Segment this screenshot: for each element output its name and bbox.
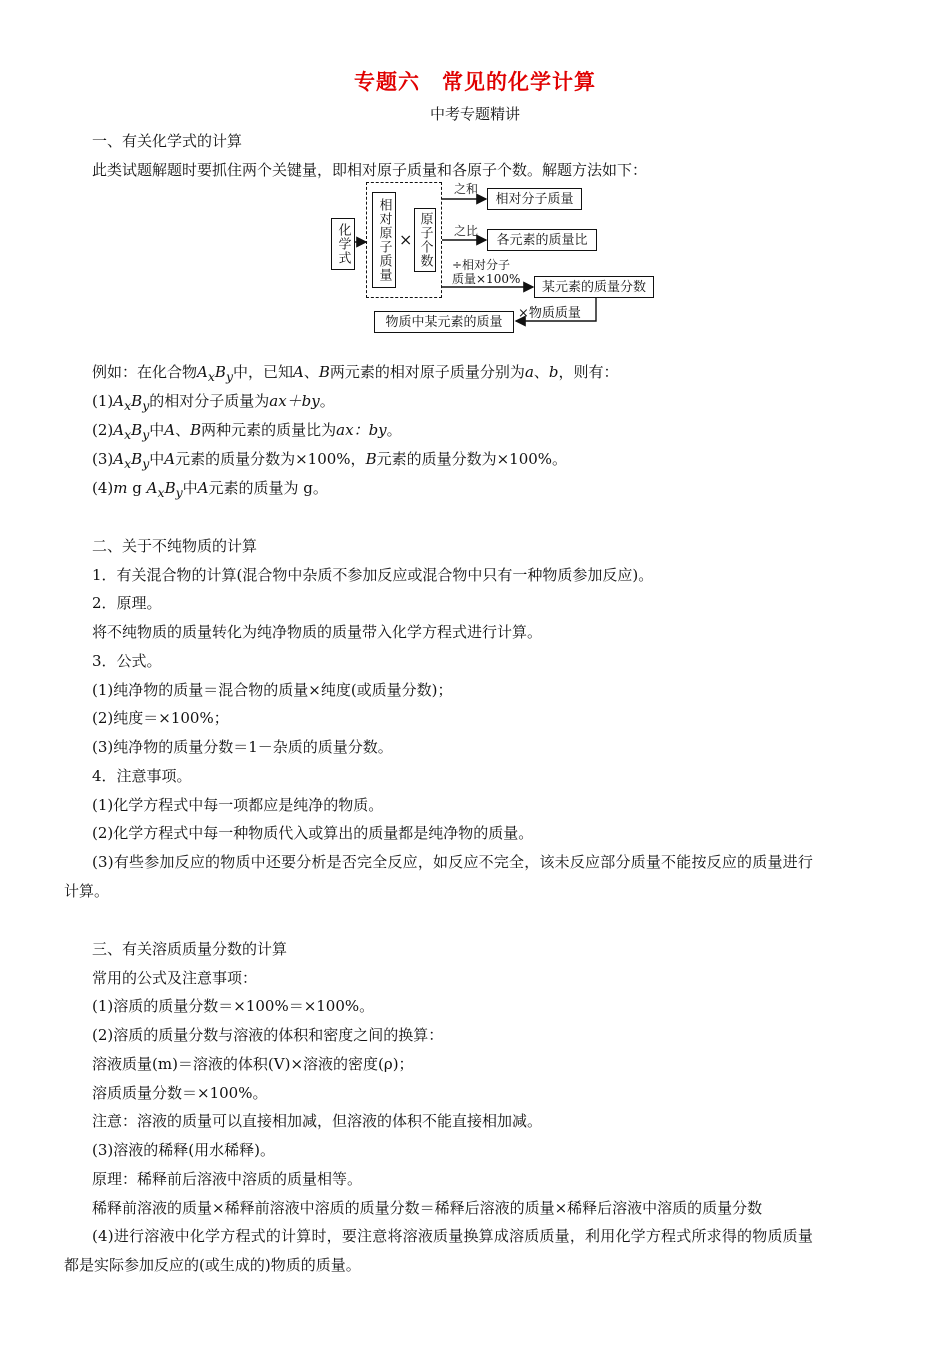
section2-line: 4．注意事项。 — [92, 767, 192, 785]
var-b: b — [548, 363, 559, 381]
formula-box: 化学式 — [331, 218, 355, 270]
section2-line: (2)纯度＝×100%； — [92, 709, 229, 727]
item-expression: ax：by — [336, 421, 387, 439]
divide-label-1: ÷相对分子 — [452, 258, 511, 272]
item-prefix: (1) — [92, 392, 114, 410]
item-prefix: (2) — [92, 421, 114, 439]
element-mass-box: 物质中某元素的质量 — [374, 311, 514, 333]
example-text-2: 中，已知 — [233, 363, 294, 381]
item-text: 中 — [149, 450, 165, 468]
var-A: A — [113, 450, 125, 468]
item-text: 元素的质量分数为×100%， — [175, 450, 366, 468]
formula-calculation-diagram — [326, 180, 666, 340]
section1-intro: 此类试题解题时要抓住两个关键量，即相对原子质量和各原子个数。解题方法如下： — [92, 161, 648, 179]
item-3 — [92, 449, 567, 474]
item-expression: ax＋by — [269, 392, 320, 410]
example-text-4: ，则有： — [558, 363, 619, 381]
unit-g: g — [132, 479, 142, 497]
item-text: 的相对分子质量为 — [149, 392, 270, 410]
ratio-label: 之比 — [454, 224, 479, 238]
molecular-mass-box: 相对分子质量 — [487, 188, 582, 210]
item-end: 元素的质量为 g。 — [208, 479, 328, 497]
example-text-1: 例如：在化合物 — [92, 363, 198, 381]
item-4 — [92, 478, 328, 503]
multiply-label: ×物质质量 — [518, 306, 581, 321]
section3-line: (2)溶质的质量分数与溶液的体积和密度之间的换算： — [92, 1026, 444, 1044]
item-text: 元素的质量分数为×100%。 — [376, 450, 568, 468]
var-A: A — [197, 363, 208, 381]
var-B: B — [318, 363, 330, 381]
section3-line: (1)溶质的质量分数＝×100%＝×100%。 — [92, 997, 375, 1015]
item-text: 中 — [182, 479, 198, 497]
sum-label: 之和 — [454, 182, 479, 196]
section1-heading: 一、有关化学式的计算 — [92, 132, 243, 150]
var-B: B — [214, 363, 226, 381]
mass-fraction-box: 某元素的质量分数 — [534, 276, 654, 298]
section3-line: 原理：稀释前后溶液中溶质的质量相等。 — [92, 1170, 363, 1188]
section2-line: (3)有些参加反应的物质中还要分析是否完全反应，如反应不完全，该未反应部分质量不能按反应的质量进行 — [92, 853, 814, 871]
item-1 — [92, 391, 335, 416]
var-x: x — [207, 369, 215, 384]
separator: 、 — [175, 421, 191, 439]
var-A: A — [197, 479, 209, 497]
divide-label-2: 质量×100% — [452, 272, 521, 286]
var-x: x — [157, 485, 165, 500]
separator: 、 — [303, 363, 319, 381]
section2-line: (1)化学方程式中每一项都应是纯净的物质。 — [92, 796, 384, 814]
section2-line: (3)纯净物的质量分数＝1－杂质的质量分数。 — [92, 738, 393, 756]
section3-line: (3)溶液的稀释(用水稀释)。 — [92, 1141, 275, 1159]
var-A: A — [164, 450, 176, 468]
var-x: x — [124, 427, 132, 442]
page-subtitle: 中考专题精讲 — [429, 105, 520, 123]
separator: 、 — [533, 363, 549, 381]
var-B: B — [131, 421, 143, 439]
section3-heading: 三、有关溶质质量分数的计算 — [92, 940, 288, 958]
item-text: 两种元素的质量比为 — [201, 421, 337, 439]
item-2 — [92, 420, 402, 445]
section3-line: 溶液质量(m)＝溶液的体积(V)×溶液的密度(ρ)； — [92, 1055, 414, 1073]
section2-line: 1．有关混合物的计算(混合物中杂质不参加反应或混合物中只有一种物质参加反应)。 — [92, 566, 654, 584]
section2-line: (2)化学方程式中每一种物质代入或算出的质量都是纯净物的质量。 — [92, 824, 534, 842]
var-y: y — [142, 456, 150, 471]
var-A: A — [293, 363, 304, 381]
var-y: y — [142, 427, 150, 442]
item-end: 。 — [319, 392, 335, 410]
section3-line: 注意：溶液的质量可以直接相加减，但溶液的体积不能直接相加减。 — [92, 1112, 543, 1130]
var-B: B — [131, 392, 143, 410]
atom-count-box: 原子个数 — [414, 208, 436, 272]
var-B: B — [164, 479, 176, 497]
section3-line: (4)进行溶液中化学方程式的计算时，要注意将溶液质量换算成溶质质量，利用化学方程式所求得的物质质量 — [92, 1227, 814, 1245]
mass-ratio-box: 各元素的质量比 — [487, 229, 597, 251]
var-A: A — [113, 392, 125, 410]
var-y: y — [175, 485, 183, 500]
var-y: y — [225, 369, 234, 384]
item-text: 中 — [149, 421, 165, 439]
example-text-3: 两元素的相对原子质量分别为 — [329, 363, 525, 381]
section2-line: 2．原理。 — [92, 594, 162, 612]
var-x: x — [124, 456, 132, 471]
var-x: x — [124, 398, 132, 413]
section3-line: 常用的公式及注意事项： — [92, 969, 258, 987]
section2-line: 3．公式。 — [92, 652, 162, 670]
item-end: 。 — [386, 421, 402, 439]
var-B: B — [365, 450, 377, 468]
var-A: A — [146, 479, 158, 497]
page-title: 专题六 常见的化学计算 — [354, 69, 596, 94]
section2-line: 计算。 — [64, 882, 110, 900]
var-m: m — [113, 479, 128, 497]
atomic-mass-box: 相对原子质量 — [372, 192, 396, 288]
var-y: y — [142, 398, 150, 413]
section3-line: 稀释前溶液的质量×稀释前溶液中溶质的质量分数＝稀释后溶液的质量×稀释后溶液中溶质的质量分数 — [92, 1199, 763, 1217]
var-B: B — [190, 421, 202, 439]
var-A: A — [113, 421, 125, 439]
section3-line: 溶质质量分数＝×100%。 — [92, 1084, 268, 1102]
item-prefix: (3) — [92, 450, 114, 468]
times-sign: × — [399, 230, 413, 249]
var-A: A — [164, 421, 176, 439]
section2-line: 将不纯物质的质量转化为纯净物质的质量带入化学方程式进行计算。 — [92, 623, 543, 641]
section2-heading: 二、关于不纯物质的计算 — [92, 537, 258, 555]
section2-line: (1)纯净物的质量＝混合物的质量×纯度(或质量分数)； — [92, 681, 453, 699]
var-B: B — [131, 450, 143, 468]
item-prefix: (4) — [92, 479, 114, 497]
example-line — [92, 362, 619, 387]
section3-line: 都是实际参加反应的(或生成的)物质的质量。 — [64, 1256, 361, 1274]
var-a: a — [524, 363, 534, 381]
